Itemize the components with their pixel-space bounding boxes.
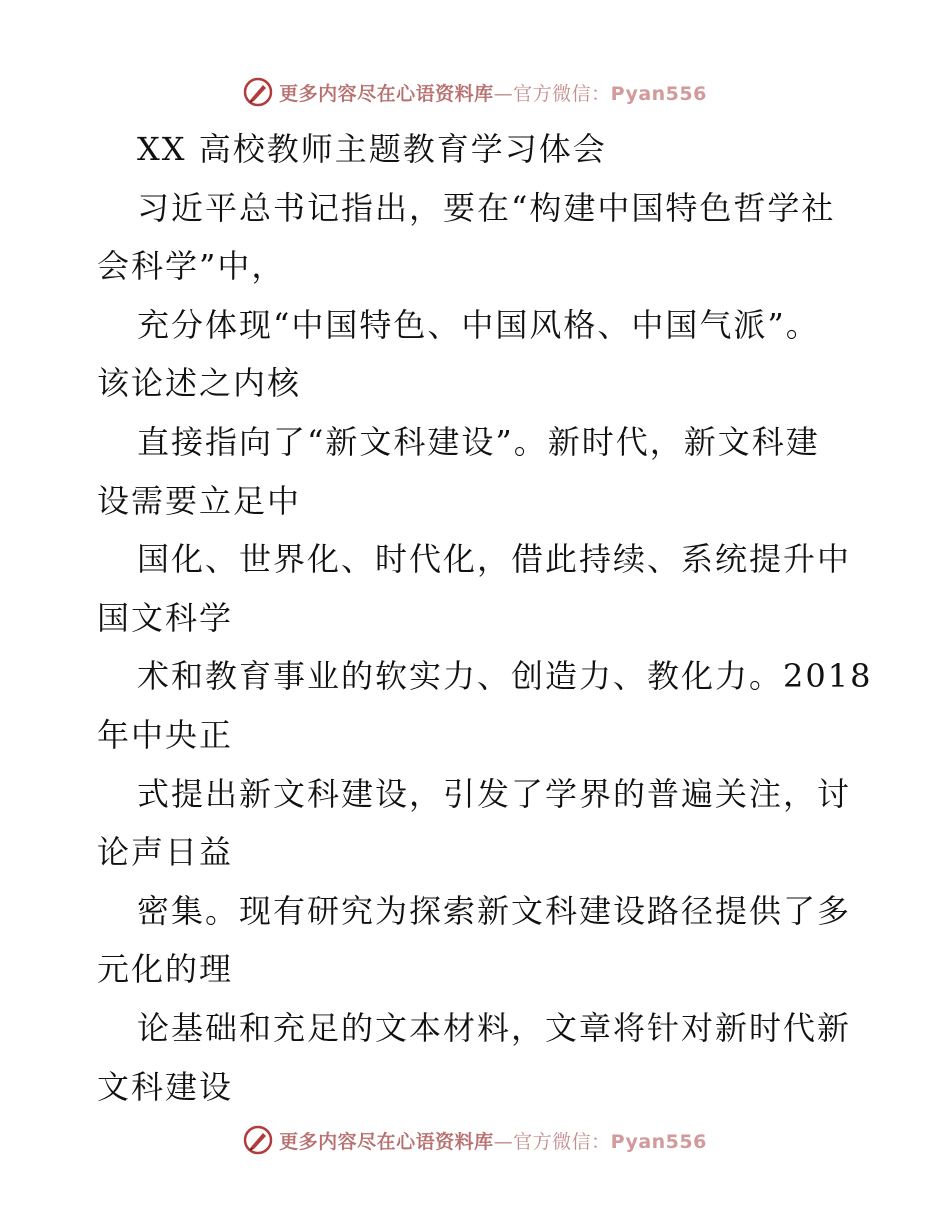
paragraph-line: 密集。现有研究为探索新文科建设路径提供了多 [137,891,852,930]
banner-brand: 更多内容尽在心语资料库 [279,82,494,105]
paragraph-line: 国文科学 [97,598,234,637]
header-banner [0,72,950,112]
paragraph-line: 国化、世界化、时代化，借此持续、系统提升中 [137,540,852,579]
paragraph-line: 论基础和充足的文本材料，文章将针对新时代新 [137,1008,852,1047]
banner-text [279,1127,707,1154]
document-body [97,120,873,1116]
banner-separator: — [493,82,514,105]
paragraph-line: 式提出新文科建设，引发了学界的普遍关注，讨 [137,774,852,813]
quill-logo-icon [243,1125,273,1155]
paragraph-line: 直接指向了“新文科建设”。新时代，新文科建 [137,422,820,461]
paragraph-line: 会科学”中， [97,247,286,286]
banner-contact-id: Pyan556 [610,82,707,105]
paragraph-line: 元化的理 [97,950,234,989]
paragraph-line: 论声日益 [97,833,234,872]
paragraph-line: 该论述之内核 [97,364,302,403]
footer-banner [0,1120,950,1160]
banner-contact-label: 官方微信： [513,1130,611,1153]
banner-text [279,79,707,106]
paragraph-line: 设需要立足中 [97,481,302,520]
paragraph-line: 文科建设 [97,1067,234,1106]
banner-brand: 更多内容尽在心语资料库 [279,1130,494,1153]
paragraph-line: 术和教育事业的软实力、创造力、教化力。2018 [137,657,873,696]
banner-separator: — [493,1130,514,1153]
paragraph-line: 年中央正 [97,715,234,754]
quill-logo-icon [243,77,273,107]
banner-contact-label: 官方微信： [513,82,611,105]
paragraph-line: 习近平总书记指出，要在“构建中国特色哲学社 [137,188,836,227]
banner-contact-id: Pyan556 [610,1130,707,1153]
document-title: XX 高校教师主题教育学习体会 [137,130,607,168]
paragraph-line: 充分体现“中国特色、中国风格、中国气派”。 [137,305,820,344]
